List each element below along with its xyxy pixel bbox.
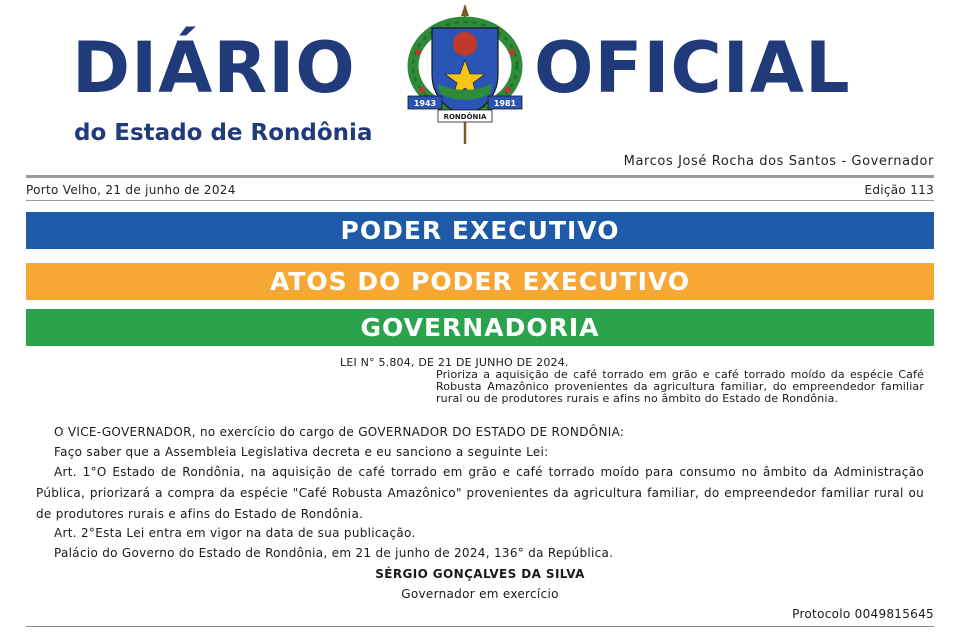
signer-role: Governador em exercício (401, 587, 559, 601)
seal-year-left: 1943 (413, 99, 437, 108)
dateline: Porto Velho, 21 de junho de 2024 (26, 183, 236, 197)
masthead-title-right: OFICIAL (534, 27, 851, 109)
masthead-subtitle: do Estado de Rondônia (74, 120, 373, 146)
band-governadoria: GOVERNADORIA (26, 309, 934, 346)
protocol-number: Protocolo 0049815645 (792, 607, 934, 621)
law-article-2: Art. 2°Esta Lei entra em vigor na data de sua publicação. (54, 526, 416, 540)
band-poder-executivo: PODER EXECUTIVO (26, 212, 934, 249)
law-preamble: O VICE-GOVERNADOR, no exercício do cargo de GOVERNADOR DO ESTADO DE RONDÔNIA: (54, 425, 625, 439)
header-rule (26, 175, 934, 178)
law-enactment: Faço saber que a Assembleia Legislativa decreta e eu sanciono a seguinte Lei: (54, 445, 549, 459)
signer-name: SÉRGIO GONÇALVES DA SILVA (375, 567, 585, 581)
law-ementa: Prioriza a aquisição de café torrado em grão e café torrado moído da espécie Café Robusta Amazônico provenientes da agricultura familiar, do empreendedor familiar rural ou de produtores rurais e afins no âmbito do Estado de Rondônia. (436, 368, 924, 405)
law-title: LEI N° 5.804, DE 21 DE JUNHO DE 2024. (340, 356, 569, 369)
coat-of-arms-icon (404, 4, 526, 146)
seal-year-right: 1981 (493, 99, 517, 108)
governor-line: Marcos José Rocha dos Santos - Governador (623, 154, 934, 169)
edition-number: Edição 113 (864, 183, 934, 197)
footer-rule (26, 626, 934, 627)
band-atos-do-poder-executivo: ATOS DO PODER EXECUTIVO (26, 263, 934, 300)
seal-banner: RONDÔNIA (443, 113, 487, 121)
law-closing: Palácio do Governo do Estado de Rondônia, em 21 de junho de 2024, 136° da República. (54, 546, 614, 560)
dateline-rule (26, 200, 934, 201)
masthead-title-left: DIÁRIO (72, 27, 356, 109)
law-article-1: Art. 1°O Estado de Rondônia, na aquisição de café torrado em grão e café torrado moído para consumo no âmbito da Administração Pública, priorizará a compra da espécie "Café Robusta Amazônico" provenientes da agricultura familiar, do empreendedor familiar rural ou de produtores rurais e afins do Estado de Rondônia. (36, 465, 924, 521)
